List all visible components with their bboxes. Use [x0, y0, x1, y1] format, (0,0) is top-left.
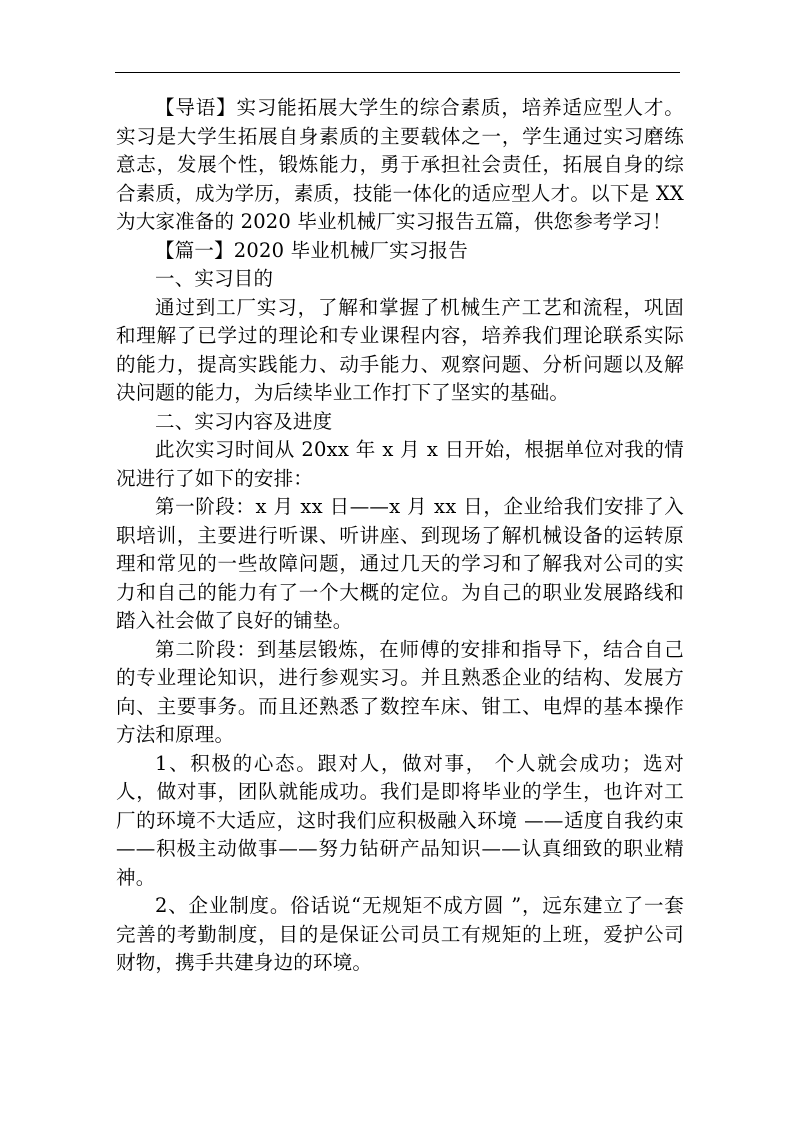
purpose-paragraph: 通过到工厂实习，了解和掌握了机械生产工艺和流程，巩固和理解了已学过的理论和专业课程内容，培养我们理论联系实际的能力，提高实践能力、动手能力、观察问题、分析问题以及解决问题的能力，为后续毕业工作打下了坚实的基础。 — [116, 295, 684, 404]
rules-paragraph: 2、企业制度。俗话说“无规矩不成方圆 ”，远东建立了一套完善的考勤制度，目的是保证公司员工有规矩的上班，爱护公司财物，携手共建身边的环境。 — [116, 894, 684, 974]
intro-paragraph: 【导语】实习能拓展大学生的综合素质，培养适应型人才。实习是大学生拓展自身素质的主要载体之一，学生通过实习磨练意志，发展个性，锻炼能力，勇于承担社会责任，拓展自身的综合素质，成为学历，素质，技能一体化的适应型人才。以下是 XX 为大家准备的 2020 毕业机械厂实习报告五篇，供您参考学习！ — [116, 96, 684, 233]
section-title: 【篇一】2020 毕业机械厂实习报告 — [155, 238, 468, 262]
attitude-paragraph: 1、积极的心态。跟对人，做对事， 个人就会成功；选对人，做对事，团队就能成功。我们是即将毕业的学生，也许对工厂的环境不大适应，这时我们应积极融入环境 ——适度自我约束——积极主动做事——努力钻研产品知识——认真细致的职业精神。 — [116, 751, 684, 889]
heading-content-progress: 二、实习内容及进度 — [155, 409, 333, 433]
document-body — [116, 94, 684, 978]
schedule-paragraph: 此次实习时间从 20xx 年 x 月 x 日开始，根据单位对我的情况进行了如下的安排： — [116, 438, 684, 490]
header-rule — [115, 72, 680, 73]
heading-purpose: 一、实习目的 — [155, 267, 274, 290]
stage-one-paragraph: 第一阶段：x 月 xx 日——x 月 xx 日，企业给我们安排了入职培训，主要进行听课、听讲座、到现场了解机械设备的运转原理和常见的一些故障问题，通过几天的学习和了解我对公司的实力和自己的能力有了一个大概的定位。为自己的职业发展路线和踏入社会做了良好的铺垫。 — [116, 495, 684, 632]
stage-two-paragraph: 第二阶段：到基层锻炼，在师傅的安排和指导下，结合自己的专业理论知识，进行参观实习。并且熟悉企业的结构、发展方向、主要事务。而且还熟悉了数控车床、钳工、电焊的基本操作方法和原理。 — [116, 637, 684, 746]
